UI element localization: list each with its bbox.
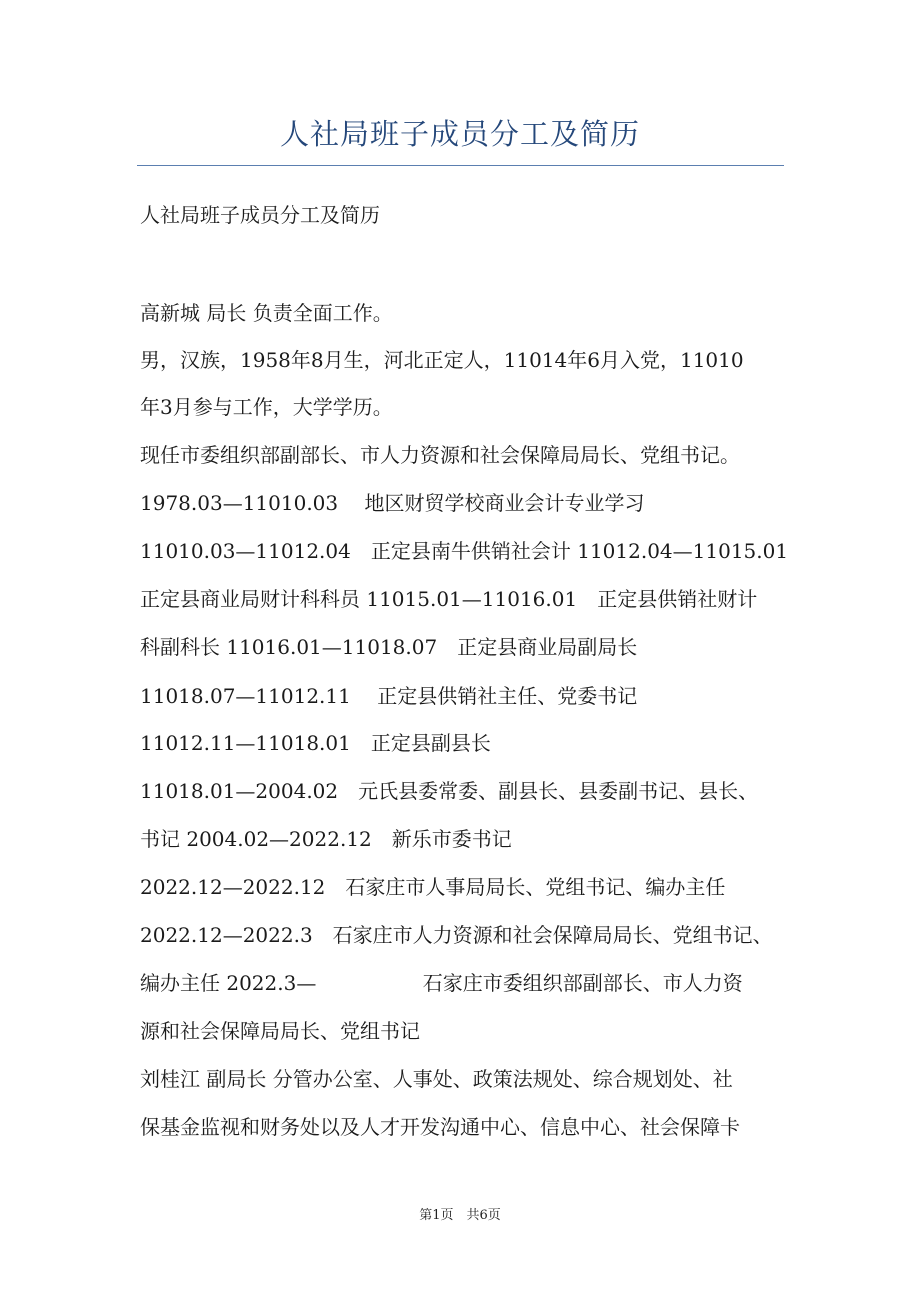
paragraph-line: 2022.12—2022.12 石家庄市人事局局长、党组书记、编办主任 [140,875,726,899]
paragraph-line: 源和社会保障局局长、党组书记 [140,1019,420,1043]
paragraph-line: 科副科长 11016.01—11018.07 正定县商业局副局长 [140,635,638,659]
paragraph-line: 高新城 局长 负责全面工作。 [140,301,393,325]
paragraph-line: 刘桂江 副局长 分管办公室、人事处、政策法规处、综合规划处、社 [140,1067,733,1091]
paragraph-line: 11010.03—11012.04 正定县南牛供销社会计 11012.04—11015.01 [140,539,789,563]
paragraph-line: 1978.03—11010.03 地区财贸学校商业会计专业学习 [140,491,645,515]
paragraph-line: 11012.11—11018.01 正定县副县长 [140,731,491,755]
paragraph-line: 年3月参与工作，大学学历。 [140,395,393,419]
paragraph-line: 11018.01—2004.02 元氏县委常委、副县长、县委副书记、县长、 [140,779,759,803]
paragraph-line: 编办主任 2022.3— 石家庄市委组织部副部长、市人力资 [140,971,743,995]
paragraph-line: 2022.12—2022.3 石家庄市人力资源和社会保障局局长、党组书记、 [140,923,773,947]
paragraph-line: 11018.07—11012.11 正定县供销社主任、党委书记 [140,684,638,708]
paragraph-line: 男，汉族，1958年8月生，河北正定人，11014年6月入党，11010 [140,348,744,372]
paragraph-line: 保基金监视和财务处以及人才开发沟通中心、信息中心、社会保障卡 [140,1115,740,1139]
paragraph-line: 现任市委组织部副部长、市人力资源和社会保障局局长、党组书记。 [140,443,740,467]
page-title: 人社局班子成员分工及简历 [279,117,640,151]
paragraph-line: 书记 2004.02—2022.12 新乐市委书记 [140,827,512,851]
page-footer: 第1页 共6页 [419,1208,501,1223]
paragraph-line: 正定县商业局财计科科员 11015.01—11016.01 正定县供销社财计 [140,587,758,611]
title-divider [137,165,784,166]
document-subtitle: 人社局班子成员分工及简历 [140,203,380,227]
